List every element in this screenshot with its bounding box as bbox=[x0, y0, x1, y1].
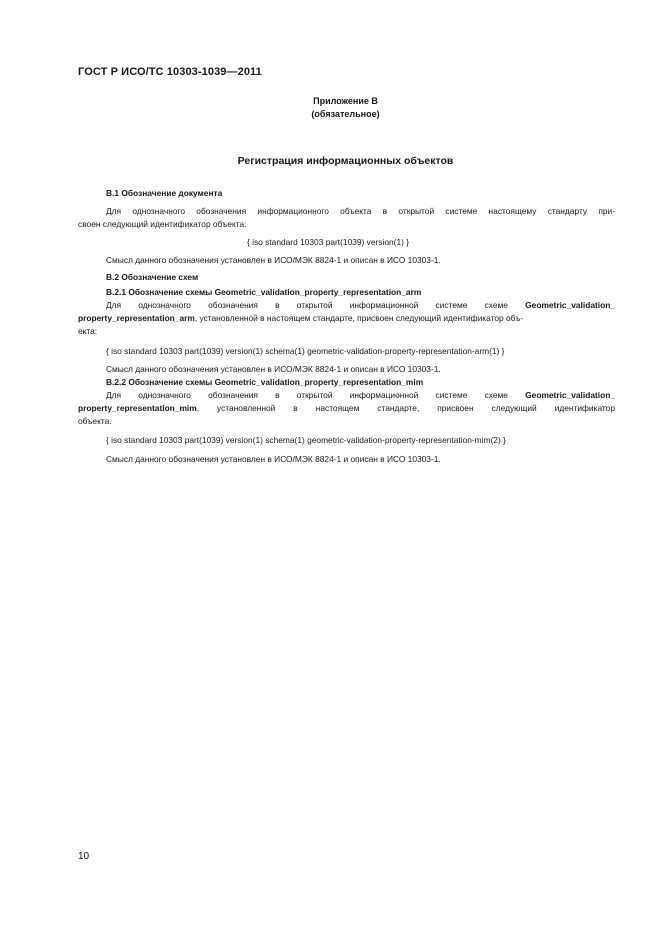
b1-identifier: { iso standard 10303 part(1039) version(1) } bbox=[247, 237, 410, 247]
b22-paragraph-line3: объекта. bbox=[78, 416, 112, 426]
b22-paragraph-text-2: , установленной в настоящем стандарте, присвоен следующий идентификатор bbox=[196, 403, 615, 413]
b21-schema-name-part2: property_representation_arm bbox=[78, 313, 195, 323]
b22-paragraph-text: Для однозначного обозначения в открытой информационной системе схеме bbox=[106, 390, 526, 400]
heading-b2: В.2 Обозначение схем bbox=[106, 272, 199, 282]
standard-header: ГОСТ Р ИСО/ТС 10303-1039—2011 bbox=[78, 66, 262, 78]
b22-schema-name-part2: property_representation_mim bbox=[78, 403, 197, 413]
b22-identifier: { iso standard 10303 part(1039) version(1) schema(1) geometric-validation-property-representation-mim(2) } bbox=[106, 435, 506, 445]
b1-meaning: Смысл данного обозначения установлен в ИСО/МЭК 8824-1 и описан в ИСО 10303-1. bbox=[106, 255, 441, 265]
b21-paragraph-line1 bbox=[106, 301, 615, 309]
b22-paragraph-line2 bbox=[78, 404, 615, 412]
b22-meaning: Смысл данного обозначения установлен в ИСО/МЭК 8824-1 и описан в ИСО 10303-1. bbox=[106, 454, 441, 464]
annex-status: (обязательное) bbox=[311, 109, 380, 119]
b22-schema-name-part1: Geometric_validation_ bbox=[525, 390, 615, 400]
b1-paragraph-line1: Для однозначного обозначения информационного объекта в открытой системе настоящему стандарту при- bbox=[106, 206, 615, 216]
b21-identifier: { iso standard 10303 part(1039) version(1) schema(1) geometric-validation-property-representation-arm(1) } bbox=[106, 346, 505, 356]
b1-paragraph-line2: своен следующий идентификатор объекта: bbox=[78, 219, 247, 229]
b21-paragraph-text-2: , установленной в настоящем стандарте, присвоен следующий идентификатор объ- bbox=[194, 313, 524, 323]
b21-schema-name-part1: Geometric_validation_ bbox=[525, 300, 615, 310]
heading-b22: В.2.2 Обозначение схемы Geometric_validation_property_representation_mim bbox=[106, 377, 424, 387]
heading-b1: В.1 Обозначение документа bbox=[106, 188, 223, 198]
page-number: 10 bbox=[78, 851, 90, 862]
b21-paragraph-line2 bbox=[78, 314, 523, 322]
b21-meaning: Смысл данного обозначения установлен в ИСО/МЭК 8824-1 и описан в ИСО 10303-1. bbox=[106, 364, 441, 374]
section-title: Регистрация информационных объектов bbox=[237, 155, 454, 167]
b22-paragraph-line1 bbox=[106, 391, 615, 399]
b21-paragraph-line3: екта: bbox=[78, 326, 98, 336]
annex-title: Приложение В bbox=[313, 96, 378, 106]
heading-b21: В.2.1 Обозначение схемы Geometric_validation_property_representation_arm bbox=[106, 287, 422, 297]
b21-paragraph-text: Для однозначного обозначения в открытой информационной системе схеме bbox=[106, 300, 526, 310]
